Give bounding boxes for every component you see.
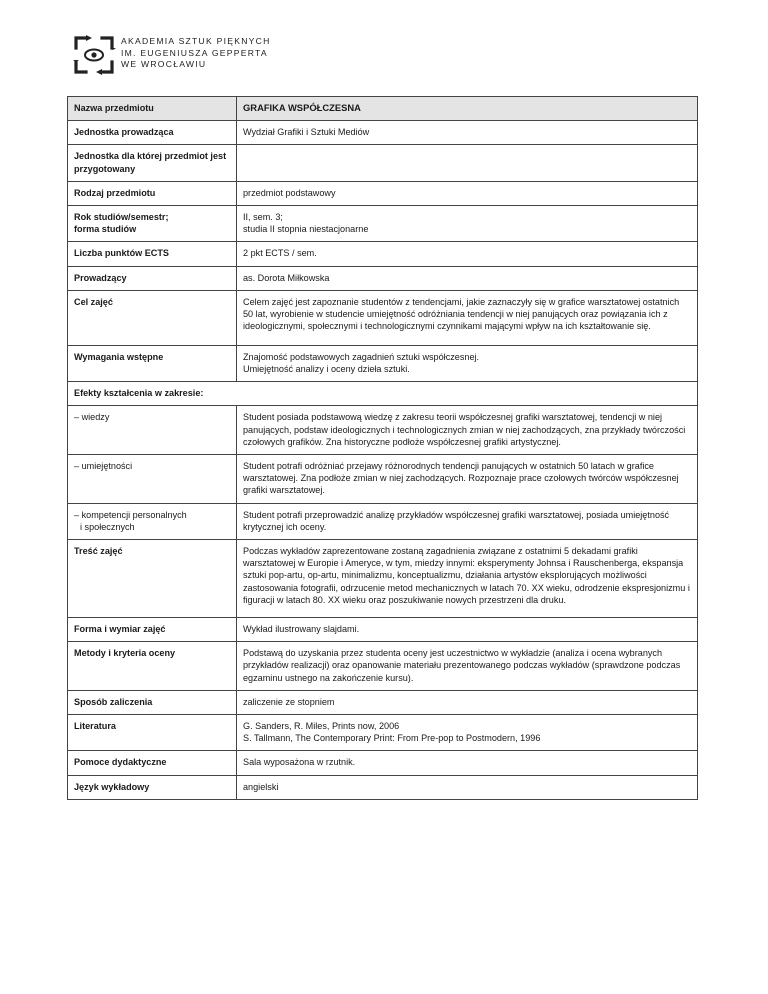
row-label-pomoce: Pomoce dydaktyczne	[68, 751, 237, 775]
row-value-prowadzacy: as. Dorota Miłkowska	[237, 266, 698, 290]
row-label-jednostka: Jednostka prowadząca	[68, 121, 237, 145]
row-label-jezyk: Język wykładowy	[68, 775, 237, 799]
row-label-umiejetnosci: – umiejętności	[68, 455, 237, 504]
row-value-jezyk: angielski	[237, 775, 698, 799]
row-value-wiedzy: Student posiada podstawową wiedzę z zakresu teorii współczesnej grafiki warsztatowej, tendencji w niej panujących, podstaw ideologicznych i technologicznych zmian w niej zachodzących, zna przykłady twórczości czołowych grafików. Zna historyczne podłoże współczesnej grafiki artystycznej.	[237, 406, 698, 455]
row-value-rok-line-1: II, sem. 3;	[243, 212, 283, 223]
row-label-wymagania: Wymagania wstępne	[68, 345, 237, 381]
table-row	[68, 181, 698, 205]
table-row	[68, 242, 698, 266]
row-value-forma: Wykład ilustrowany slajdami.	[237, 618, 698, 642]
table-row	[68, 206, 698, 242]
row-value-rok	[237, 206, 698, 242]
row-label-rodzaj: Rodzaj przedmiotu	[68, 181, 237, 205]
row-value-literatura-line-2: S. Tallmann, The Contemporary Print: From Pre-pop to Postmodern, 1996	[243, 733, 541, 744]
row-label-rok-line-2: forma studiów	[74, 224, 137, 235]
table-row	[68, 690, 698, 714]
row-label-forma: Forma i wymiar zajęć	[68, 618, 237, 642]
row-value-pomoce: Sala wyposażona w rzutnik.	[237, 751, 698, 775]
row-value-wymagania-line-1: Znajomość podstawowych zagadnień sztuki współczesnej.	[243, 351, 480, 362]
institution-line-2: IM. EUGENIUSZA GEPPERTA	[121, 47, 268, 58]
table-row	[68, 345, 698, 381]
row-label-literatura: Literatura	[68, 715, 237, 751]
row-label-tresc: Treść zajęć	[68, 540, 237, 618]
table-row	[68, 715, 698, 751]
row-value-literatura	[237, 715, 698, 751]
row-label-kompetencje-line-2: i społecznych	[80, 521, 135, 532]
table-row	[68, 97, 698, 121]
row-value-umiejetnosci: Student potrafi odróżniać przejawy różnorodnych tendencji panujących w ostatnich 50 latach w grafice warsztatowej. Zna podłoże zmian w niej zachodzących. Rozpoznaje prace czołowych twórców współczesnej grafiki warsztatowej.	[237, 455, 698, 504]
table-row	[68, 618, 698, 642]
table-row	[68, 751, 698, 775]
institution-line-1: AKADEMIA SZTUK PIĘKNYCH	[121, 36, 271, 46]
row-value-wymagania	[237, 345, 698, 381]
row-value-cel: Celem zajęć jest zapoznanie studentów z tendencjami, jakie zaznaczyły się w grafice warsztatowej ostatnich 50 lat, wyrobienie w studencie umiejętność odróżniania tendencji w niej panujących oraz powiązania ich z ideologicznymi, społecznymi i technologicznymi czynnikami mającymi wpływ na ich kształtowanie się.	[237, 290, 698, 345]
row-label-metody: Metody i kryteria oceny	[68, 642, 237, 691]
row-value-ects: 2 pkt ECTS / sem.	[237, 242, 698, 266]
institution-name	[121, 36, 271, 71]
row-label-rok	[68, 206, 237, 242]
row-label-cel: Cel zajęć	[68, 290, 237, 345]
table-row	[68, 382, 698, 406]
table-row	[68, 266, 698, 290]
row-value-rok-line-2: studia II stopnia niestacjonarne	[243, 224, 369, 235]
row-value-wymagania-line-2: Umiejętność analizy i oceny dzieła sztuki.	[243, 364, 410, 375]
row-value-metody: Podstawą do uzyskania przez studenta oceny jest uczestnictwo w wykładzie (analiza i ocena wybranych przykładów realizacji) oraz opanowanie materiału prezentowanego podczas wykładów (sprawdzone podczas egzaminu ustnego na zakończenie kursu).	[237, 642, 698, 691]
row-label-sposob: Sposób zaliczenia	[68, 690, 237, 714]
table-row	[68, 642, 698, 691]
table-row	[68, 503, 698, 539]
row-label-wiedzy: – wiedzy	[68, 406, 237, 455]
row-value-literatura-line-1: G. Sanders, R. Miles, Prints now, 2006	[243, 721, 400, 732]
table-row	[68, 406, 698, 455]
row-label-rok-line-1: Rok studiów/semestr;	[74, 212, 169, 223]
row-value-rodzaj: przedmiot podstawowy	[237, 181, 698, 205]
row-label-jednostka-dla: Jednostka dla której przedmiot jest przygotowany	[68, 145, 237, 181]
table-row	[68, 775, 698, 799]
row-value-kompetencje: Student potrafi przeprowadzić analizę przykładów współczesnej grafiki warsztatowej, posiada umiejętność krytycznej ich oceny.	[237, 503, 698, 539]
course-title: GRAFIKA WSPÓŁCZESNA	[237, 97, 698, 121]
row-value-tresc: Podczas wykładów zaprezentowane zostaną zagadnienia związane z ostatnimi 5 dekadami grafiki warsztatowej w Europie i Ameryce, w tym, miedzy innymi: eksperymenty Johnsa i Rauschenberga, ekspansja sztuki pop-artu, op-artu, minimalizmu, konceptualizmu, działania artystów eksplorujących możliwości zastosowania fotografii, odrzucenie metod mechanicznych w latach 70. XX wieku, odrodzenie ekspresjonizmu i figuracji w latach 80. XX wieku oraz poszukiwanie nowych przestrzeni dla druku.	[237, 540, 698, 618]
row-label-nazwa: Nazwa przedmiotu	[68, 97, 237, 121]
learning-outcomes-header: Efekty kształcenia w zakresie:	[68, 382, 698, 406]
table-row	[68, 121, 698, 145]
row-label-kompetencje-line-1: – kompetencji personalnych	[74, 509, 187, 520]
table-row	[68, 290, 698, 345]
institution-line-3: WE WROCŁAWIU	[121, 59, 207, 69]
row-value-jednostka: Wydział Grafiki i Sztuki Mediów	[237, 121, 698, 145]
row-label-ects: Liczba punktów ECTS	[68, 242, 237, 266]
table-row	[68, 540, 698, 618]
course-card-table	[67, 96, 698, 800]
row-label-prowadzacy: Prowadzący	[68, 266, 237, 290]
academy-logo-icon	[72, 34, 116, 76]
table-row	[68, 455, 698, 504]
row-value-sposob: zaliczenie ze stopniem	[237, 690, 698, 714]
row-value-jednostka-dla	[237, 145, 698, 181]
table-row	[68, 145, 698, 181]
row-label-kompetencje	[68, 503, 237, 539]
